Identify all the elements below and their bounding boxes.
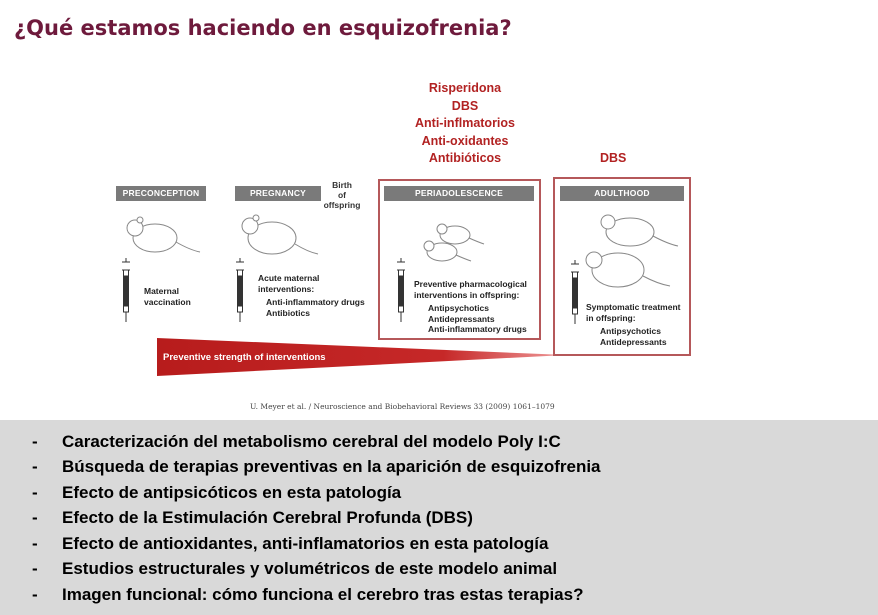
annotation-line: Anti-inflmatorios [415,116,515,130]
adulthood-highlight-box [553,177,691,356]
stage-header-periadolescence: PERIADOLESCENCE [384,186,534,201]
citation: U. Meyer et al. / Neuroscience and Biobehavioral Reviews 33 (2009) 1061–1079 [250,402,555,411]
wedge-label: Preventive strength of interventions [163,352,326,363]
list-item: - Efecto de antipsicóticos en esta patología [32,482,402,502]
birth-label: Birth of offspring [323,180,361,210]
stage-header-pregnancy: PREGNANCY [235,186,321,201]
adulthood-annotation: DBS [600,151,627,165]
list-item: - Efecto de antioxidantes, anti-inflamatorios en esta patología [32,533,549,553]
bullet-panel [0,420,878,615]
annotation-line: Antibióticos [428,151,502,165]
annotation-line: Risperidona [428,81,502,95]
list-item: - Efecto de la Estimulación Cerebral Profunda (DBS) [32,508,473,528]
stage-text-pregnancy: Acute maternal interventions: Anti-inflammatory drugs Antibiotics [258,273,365,318]
stage-header-adulthood: ADULTHOOD [560,186,684,201]
annotation-line: DBS [451,98,479,113]
stage-text-preconception: Maternal vaccination [144,286,191,307]
slide-title: ¿Qué estamos haciendo en esquizofrenia? [14,16,512,40]
periadolescence-highlight-box [378,179,541,340]
stage-header-preconception: PRECONCEPTION [116,186,206,201]
list-item: - Búsqueda de terapias preventivas en la aparición de esquizofrenia [32,457,601,477]
list-item: - Estudios estructurales y volumétricos de este modelo animal [32,559,558,579]
stage-text-adulthood: Symptomatic treatment in offspring: Antipsychotics Antidepressants [586,302,681,347]
bullet-list [0,420,878,608]
stage-text-periadolescence: Preventive pharmacological interventions in offspring: Antipsychotics Antidepressants Anti-inflammatory drugs [414,279,527,334]
list-item: - Caracterización del metabolismo cerebral del modelo Poly I:C [32,431,561,451]
list-item: - Imagen funcional: cómo funciona el cerebro tras estas terapias? [32,584,584,604]
annotation-line: Anti-oxidantes [421,133,509,148]
